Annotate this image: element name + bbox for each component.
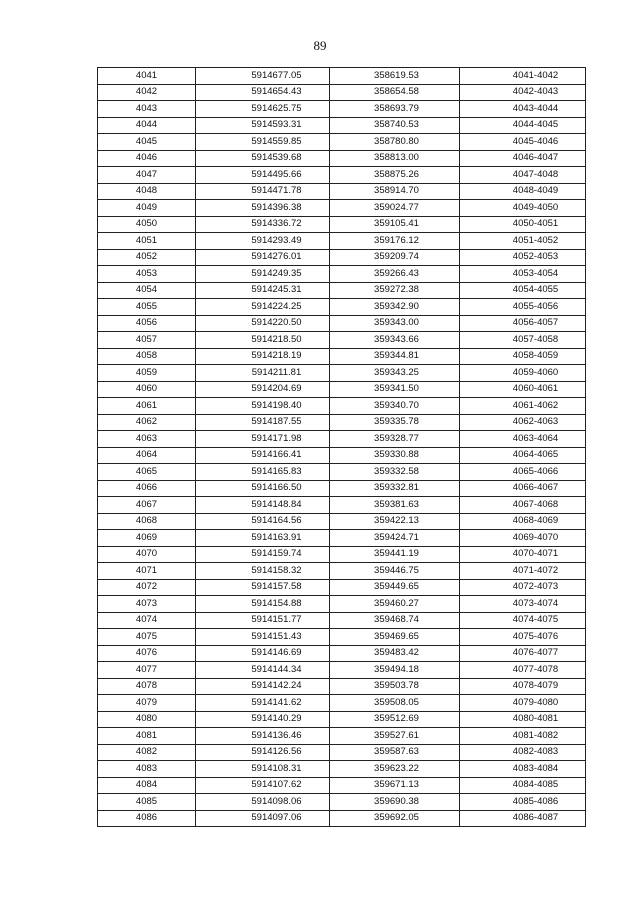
segment-cell: 4077-4078 <box>460 662 586 679</box>
x-coordinate-cell: 5914539.68 <box>196 150 330 167</box>
x-coordinate-cell: 5914559.85 <box>196 134 330 151</box>
y-coordinate-cell: 358693.79 <box>330 101 460 118</box>
segment-cell: 4054-4055 <box>460 282 586 299</box>
table-row <box>98 150 586 167</box>
segment-cell: 4057-4058 <box>460 332 586 349</box>
point-id-cell: 4046 <box>98 150 196 167</box>
table-row <box>98 134 586 151</box>
segment-cell: 4076-4077 <box>460 645 586 662</box>
point-id-cell: 4078 <box>98 678 196 695</box>
point-id-cell: 4042 <box>98 84 196 101</box>
point-id-cell: 4044 <box>98 117 196 134</box>
x-coordinate-cell: 5914218.19 <box>196 348 330 365</box>
x-coordinate-cell: 5914126.56 <box>196 744 330 761</box>
x-coordinate-cell: 5914166.50 <box>196 480 330 497</box>
x-coordinate-cell: 5914136.46 <box>196 728 330 745</box>
y-coordinate-cell: 358780.80 <box>330 134 460 151</box>
segment-cell: 4071-4072 <box>460 563 586 580</box>
y-coordinate-cell: 358875.26 <box>330 167 460 184</box>
segment-cell: 4046-4047 <box>460 150 586 167</box>
y-coordinate-cell: 358914.70 <box>330 183 460 200</box>
segment-cell: 4053-4054 <box>460 266 586 283</box>
y-coordinate-cell: 359469.65 <box>330 629 460 646</box>
segment-cell: 4067-4068 <box>460 497 586 514</box>
x-coordinate-cell: 5914211.81 <box>196 365 330 382</box>
x-coordinate-cell: 5914159.74 <box>196 546 330 563</box>
segment-cell: 4069-4070 <box>460 530 586 547</box>
point-id-cell: 4043 <box>98 101 196 118</box>
y-coordinate-cell: 359335.78 <box>330 414 460 431</box>
x-coordinate-cell: 5914154.88 <box>196 596 330 613</box>
point-id-cell: 4082 <box>98 744 196 761</box>
table-row <box>98 645 586 662</box>
table-row <box>98 711 586 728</box>
segment-cell: 4082-4083 <box>460 744 586 761</box>
table-row <box>98 563 586 580</box>
x-coordinate-cell: 5914276.01 <box>196 249 330 266</box>
segment-cell: 4052-4053 <box>460 249 586 266</box>
x-coordinate-cell: 5914142.24 <box>196 678 330 695</box>
point-id-cell: 4072 <box>98 579 196 596</box>
table-row <box>98 282 586 299</box>
point-id-cell: 4083 <box>98 761 196 778</box>
table-body <box>98 68 586 827</box>
x-coordinate-cell: 5914151.77 <box>196 612 330 629</box>
point-id-cell: 4052 <box>98 249 196 266</box>
y-coordinate-cell: 359332.81 <box>330 480 460 497</box>
table-row <box>98 266 586 283</box>
table-row <box>98 480 586 497</box>
point-id-cell: 4076 <box>98 645 196 662</box>
point-id-cell: 4067 <box>98 497 196 514</box>
segment-cell: 4050-4051 <box>460 216 586 233</box>
point-id-cell: 4068 <box>98 513 196 530</box>
table-row <box>98 744 586 761</box>
y-coordinate-cell: 359512.69 <box>330 711 460 728</box>
y-coordinate-cell: 359623.22 <box>330 761 460 778</box>
y-coordinate-cell: 359330.88 <box>330 447 460 464</box>
y-coordinate-cell: 359343.00 <box>330 315 460 332</box>
y-coordinate-cell: 358740.53 <box>330 117 460 134</box>
point-id-cell: 4084 <box>98 777 196 794</box>
table-row <box>98 546 586 563</box>
x-coordinate-cell: 5914593.31 <box>196 117 330 134</box>
y-coordinate-cell: 359381.63 <box>330 497 460 514</box>
y-coordinate-cell: 359209.74 <box>330 249 460 266</box>
table-row <box>98 117 586 134</box>
segment-cell: 4075-4076 <box>460 629 586 646</box>
y-coordinate-cell: 358654.58 <box>330 84 460 101</box>
segment-cell: 4042-4043 <box>460 84 586 101</box>
segment-cell: 4049-4050 <box>460 200 586 217</box>
point-id-cell: 4073 <box>98 596 196 613</box>
x-coordinate-cell: 5914224.25 <box>196 299 330 316</box>
table-row <box>98 332 586 349</box>
table-row <box>98 810 586 827</box>
x-coordinate-cell: 5914677.05 <box>196 68 330 85</box>
x-coordinate-cell: 5914171.98 <box>196 431 330 448</box>
segment-cell: 4044-4045 <box>460 117 586 134</box>
table-row <box>98 464 586 481</box>
segment-cell: 4085-4086 <box>460 794 586 811</box>
y-coordinate-cell: 359341.50 <box>330 381 460 398</box>
point-id-cell: 4053 <box>98 266 196 283</box>
table-row <box>98 662 586 679</box>
table-row <box>98 68 586 85</box>
segment-cell: 4068-4069 <box>460 513 586 530</box>
segment-cell: 4043-4044 <box>460 101 586 118</box>
table-row <box>98 249 586 266</box>
x-coordinate-cell: 5914166.41 <box>196 447 330 464</box>
table-row <box>98 794 586 811</box>
x-coordinate-cell: 5914148.84 <box>196 497 330 514</box>
table-row <box>98 777 586 794</box>
y-coordinate-cell: 359468.74 <box>330 612 460 629</box>
y-coordinate-cell: 359424.71 <box>330 530 460 547</box>
segment-cell: 4065-4066 <box>460 464 586 481</box>
table-row <box>98 381 586 398</box>
segment-cell: 4074-4075 <box>460 612 586 629</box>
table-row <box>98 629 586 646</box>
table-row <box>98 101 586 118</box>
y-coordinate-cell: 358619.53 <box>330 68 460 85</box>
x-coordinate-cell: 5914471.78 <box>196 183 330 200</box>
segment-cell: 4078-4079 <box>460 678 586 695</box>
point-id-cell: 4081 <box>98 728 196 745</box>
table-row <box>98 315 586 332</box>
segment-cell: 4062-4063 <box>460 414 586 431</box>
segment-cell: 4066-4067 <box>460 480 586 497</box>
point-id-cell: 4065 <box>98 464 196 481</box>
y-coordinate-cell: 359503.78 <box>330 678 460 695</box>
table-row <box>98 612 586 629</box>
segment-cell: 4070-4071 <box>460 546 586 563</box>
x-coordinate-cell: 5914654.43 <box>196 84 330 101</box>
segment-cell: 4072-4073 <box>460 579 586 596</box>
point-id-cell: 4045 <box>98 134 196 151</box>
x-coordinate-cell: 5914495.66 <box>196 167 330 184</box>
x-coordinate-cell: 5914163.91 <box>196 530 330 547</box>
point-id-cell: 4063 <box>98 431 196 448</box>
y-coordinate-cell: 359449.65 <box>330 579 460 596</box>
point-id-cell: 4075 <box>98 629 196 646</box>
y-coordinate-cell: 359446.75 <box>330 563 460 580</box>
x-coordinate-cell: 5914157.58 <box>196 579 330 596</box>
point-id-cell: 4066 <box>98 480 196 497</box>
segment-cell: 4086-4087 <box>460 810 586 827</box>
y-coordinate-cell: 359527.61 <box>330 728 460 745</box>
segment-cell: 4059-4060 <box>460 365 586 382</box>
y-coordinate-cell: 359508.05 <box>330 695 460 712</box>
table-row <box>98 167 586 184</box>
y-coordinate-cell: 358813.00 <box>330 150 460 167</box>
y-coordinate-cell: 359176.12 <box>330 233 460 250</box>
table-row <box>98 678 586 695</box>
segment-cell: 4073-4074 <box>460 596 586 613</box>
point-id-cell: 4054 <box>98 282 196 299</box>
x-coordinate-cell: 5914141.62 <box>196 695 330 712</box>
table-row <box>98 447 586 464</box>
table-row <box>98 761 586 778</box>
x-coordinate-cell: 5914108.31 <box>196 761 330 778</box>
x-coordinate-cell: 5914146.69 <box>196 645 330 662</box>
point-id-cell: 4051 <box>98 233 196 250</box>
x-coordinate-cell: 5914187.55 <box>196 414 330 431</box>
segment-cell: 4083-4084 <box>460 761 586 778</box>
point-id-cell: 4056 <box>98 315 196 332</box>
segment-cell: 4056-4057 <box>460 315 586 332</box>
x-coordinate-cell: 5914144.34 <box>196 662 330 679</box>
point-id-cell: 4070 <box>98 546 196 563</box>
table-row <box>98 695 586 712</box>
y-coordinate-cell: 359460.27 <box>330 596 460 613</box>
y-coordinate-cell: 359343.66 <box>330 332 460 349</box>
y-coordinate-cell: 359494.18 <box>330 662 460 679</box>
y-coordinate-cell: 359266.43 <box>330 266 460 283</box>
segment-cell: 4051-4052 <box>460 233 586 250</box>
point-id-cell: 4047 <box>98 167 196 184</box>
y-coordinate-cell: 359690.38 <box>330 794 460 811</box>
y-coordinate-cell: 359342.90 <box>330 299 460 316</box>
y-coordinate-cell: 359332.58 <box>330 464 460 481</box>
table-row <box>98 183 586 200</box>
y-coordinate-cell: 359024.77 <box>330 200 460 217</box>
point-id-cell: 4061 <box>98 398 196 415</box>
x-coordinate-cell: 5914164.56 <box>196 513 330 530</box>
point-id-cell: 4074 <box>98 612 196 629</box>
x-coordinate-cell: 5914165.83 <box>196 464 330 481</box>
y-coordinate-cell: 359328.77 <box>330 431 460 448</box>
point-id-cell: 4058 <box>98 348 196 365</box>
table-row <box>98 513 586 530</box>
y-coordinate-cell: 359483.42 <box>330 645 460 662</box>
segment-cell: 4079-4080 <box>460 695 586 712</box>
y-coordinate-cell: 359422.13 <box>330 513 460 530</box>
segment-cell: 4045-4046 <box>460 134 586 151</box>
coordinates-table <box>97 67 586 827</box>
x-coordinate-cell: 5914198.40 <box>196 398 330 415</box>
table-row <box>98 596 586 613</box>
segment-cell: 4058-4059 <box>460 348 586 365</box>
y-coordinate-cell: 359272.38 <box>330 282 460 299</box>
x-coordinate-cell: 5914218.50 <box>196 332 330 349</box>
x-coordinate-cell: 5914098.06 <box>196 794 330 811</box>
segment-cell: 4061-4062 <box>460 398 586 415</box>
table-row <box>98 299 586 316</box>
x-coordinate-cell: 5914158.32 <box>196 563 330 580</box>
table-row <box>98 728 586 745</box>
point-id-cell: 4050 <box>98 216 196 233</box>
point-id-cell: 4086 <box>98 810 196 827</box>
segment-cell: 4047-4048 <box>460 167 586 184</box>
x-coordinate-cell: 5914107.62 <box>196 777 330 794</box>
x-coordinate-cell: 5914293.49 <box>196 233 330 250</box>
y-coordinate-cell: 359441.19 <box>330 546 460 563</box>
page-number: 89 <box>313 38 327 53</box>
x-coordinate-cell: 5914151.43 <box>196 629 330 646</box>
y-coordinate-cell: 359340.70 <box>330 398 460 415</box>
point-id-cell: 4085 <box>98 794 196 811</box>
x-coordinate-cell: 5914245.31 <box>196 282 330 299</box>
point-id-cell: 4077 <box>98 662 196 679</box>
y-coordinate-cell: 359692.05 <box>330 810 460 827</box>
x-coordinate-cell: 5914625.75 <box>196 101 330 118</box>
point-id-cell: 4057 <box>98 332 196 349</box>
x-coordinate-cell: 5914336.72 <box>196 216 330 233</box>
segment-cell: 4063-4064 <box>460 431 586 448</box>
table-row <box>98 84 586 101</box>
segment-cell: 4064-4065 <box>460 447 586 464</box>
table-row <box>98 431 586 448</box>
point-id-cell: 4071 <box>98 563 196 580</box>
point-id-cell: 4049 <box>98 200 196 217</box>
table-row <box>98 414 586 431</box>
segment-cell: 4084-4085 <box>460 777 586 794</box>
y-coordinate-cell: 359671.13 <box>330 777 460 794</box>
point-id-cell: 4055 <box>98 299 196 316</box>
point-id-cell: 4080 <box>98 711 196 728</box>
point-id-cell: 4059 <box>98 365 196 382</box>
y-coordinate-cell: 359343.25 <box>330 365 460 382</box>
segment-cell: 4055-4056 <box>460 299 586 316</box>
point-id-cell: 4060 <box>98 381 196 398</box>
point-id-cell: 4041 <box>98 68 196 85</box>
point-id-cell: 4048 <box>98 183 196 200</box>
segment-cell: 4081-4082 <box>460 728 586 745</box>
y-coordinate-cell: 359344.81 <box>330 348 460 365</box>
segment-cell: 4080-4081 <box>460 711 586 728</box>
table-row <box>98 200 586 217</box>
table-row <box>98 530 586 547</box>
table-row <box>98 216 586 233</box>
table-row <box>98 348 586 365</box>
x-coordinate-cell: 5914396.38 <box>196 200 330 217</box>
x-coordinate-cell: 5914220.50 <box>196 315 330 332</box>
y-coordinate-cell: 359105.41 <box>330 216 460 233</box>
table-row <box>98 398 586 415</box>
segment-cell: 4041-4042 <box>460 68 586 85</box>
x-coordinate-cell: 5914140.29 <box>196 711 330 728</box>
y-coordinate-cell: 359587.63 <box>330 744 460 761</box>
table-row <box>98 497 586 514</box>
segment-cell: 4048-4049 <box>460 183 586 200</box>
segment-cell: 4060-4061 <box>460 381 586 398</box>
table-row <box>98 579 586 596</box>
table-row <box>98 365 586 382</box>
x-coordinate-cell: 5914249.35 <box>196 266 330 283</box>
x-coordinate-cell: 5914204.69 <box>196 381 330 398</box>
table-row <box>98 233 586 250</box>
point-id-cell: 4064 <box>98 447 196 464</box>
point-id-cell: 4069 <box>98 530 196 547</box>
x-coordinate-cell: 5914097.06 <box>196 810 330 827</box>
point-id-cell: 4079 <box>98 695 196 712</box>
point-id-cell: 4062 <box>98 414 196 431</box>
